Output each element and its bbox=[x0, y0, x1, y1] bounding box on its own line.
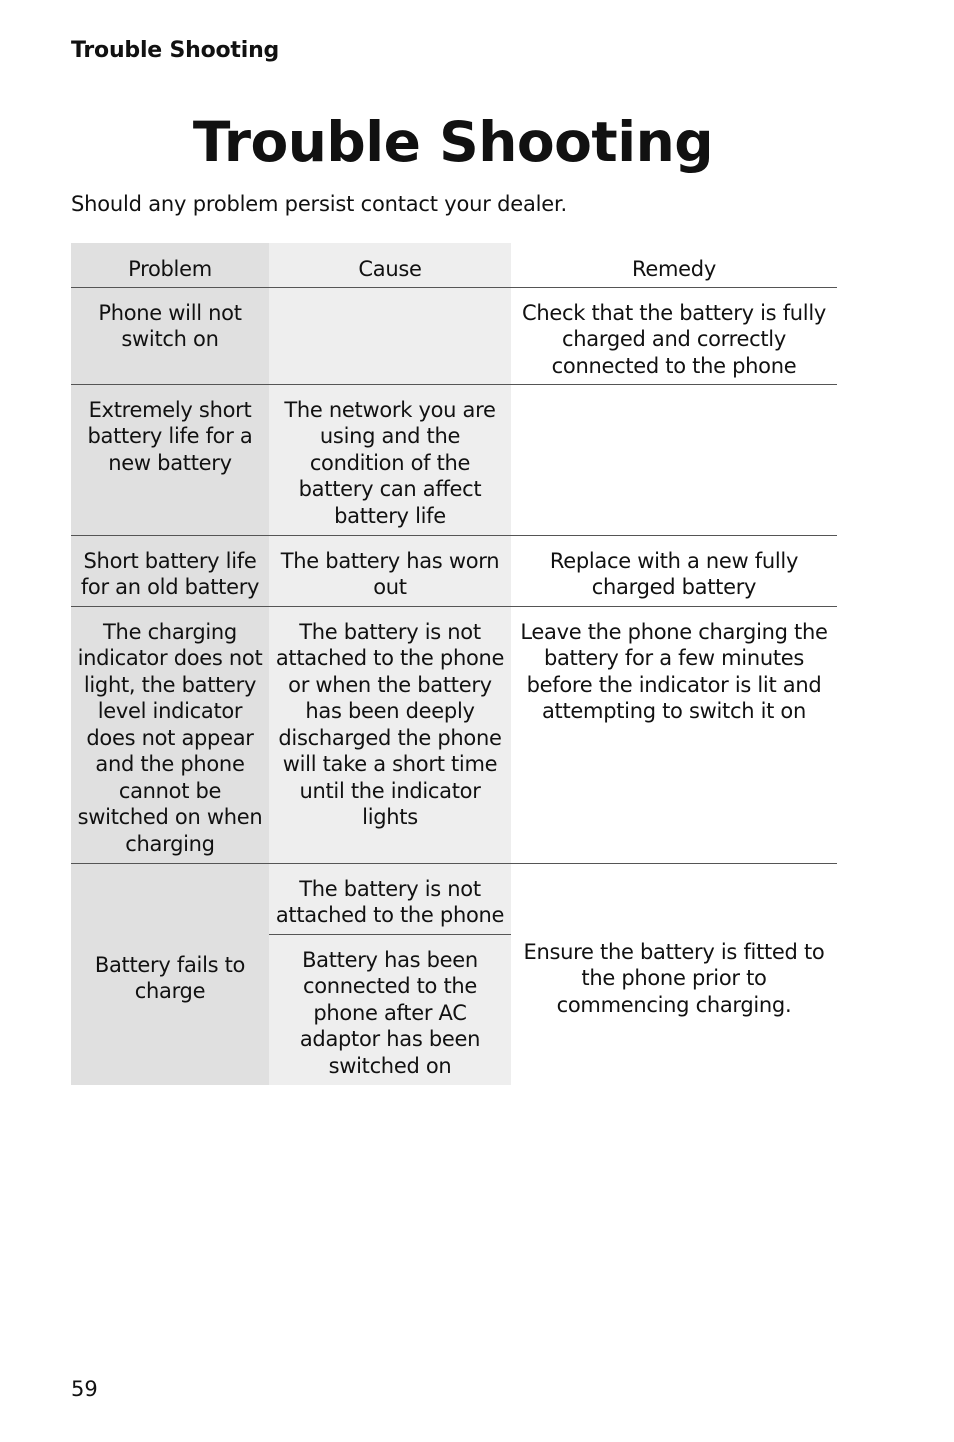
table-row bbox=[71, 384, 837, 535]
problem-cell: Battery fails to charge bbox=[71, 863, 269, 1085]
column-header-remedy: Remedy bbox=[511, 243, 837, 287]
remedy-cell: Ensure the battery is fitted to the phone prior to commencing charging. bbox=[511, 863, 837, 1085]
page-number: 59 bbox=[71, 1377, 98, 1401]
troubleshooting-table bbox=[71, 243, 837, 1085]
problem-cell: Extremely short battery life for a new battery bbox=[71, 384, 269, 535]
remedy-cell bbox=[511, 384, 837, 535]
cause-cell: The battery has worn out bbox=[269, 535, 511, 606]
column-header-cause: Cause bbox=[269, 243, 511, 287]
cause-cell: The battery is not attached to the phone or when the battery has been deeply discharged the phone will take a short time until the indicator lights bbox=[269, 606, 511, 863]
running-header: Trouble Shooting bbox=[71, 38, 280, 63]
intro-text: Should any problem persist contact your dealer. bbox=[71, 192, 568, 216]
problem-cell: Short battery life for an old battery bbox=[71, 535, 269, 606]
problem-cell: Phone will not switch on bbox=[71, 287, 269, 384]
column-header-problem: Problem bbox=[71, 243, 269, 287]
table-row bbox=[71, 535, 837, 606]
cause-cell bbox=[269, 287, 511, 384]
cause-cell: The battery is not attached to the phone bbox=[269, 863, 511, 934]
table-row bbox=[71, 606, 837, 863]
table-row bbox=[71, 287, 837, 384]
cause-cell: The network you are using and the condition of the battery can affect battery life bbox=[269, 384, 511, 535]
table-header-row bbox=[71, 243, 837, 287]
page-title: Trouble Shooting bbox=[192, 110, 714, 174]
remedy-cell: Leave the phone charging the battery for a few minutes before the indicator is lit and attempting to switch it on bbox=[511, 606, 837, 863]
problem-cell: The charging indicator does not light, the battery level indicator does not appear and the phone cannot be switched on when charging bbox=[71, 606, 269, 863]
remedy-cell: Check that the battery is fully charged and correctly connected to the phone bbox=[511, 287, 837, 384]
table-row bbox=[71, 863, 837, 934]
cause-cell: Battery has been connected to the phone after AC adaptor has been switched on bbox=[269, 934, 511, 1085]
remedy-cell: Replace with a new fully charged battery bbox=[511, 535, 837, 606]
